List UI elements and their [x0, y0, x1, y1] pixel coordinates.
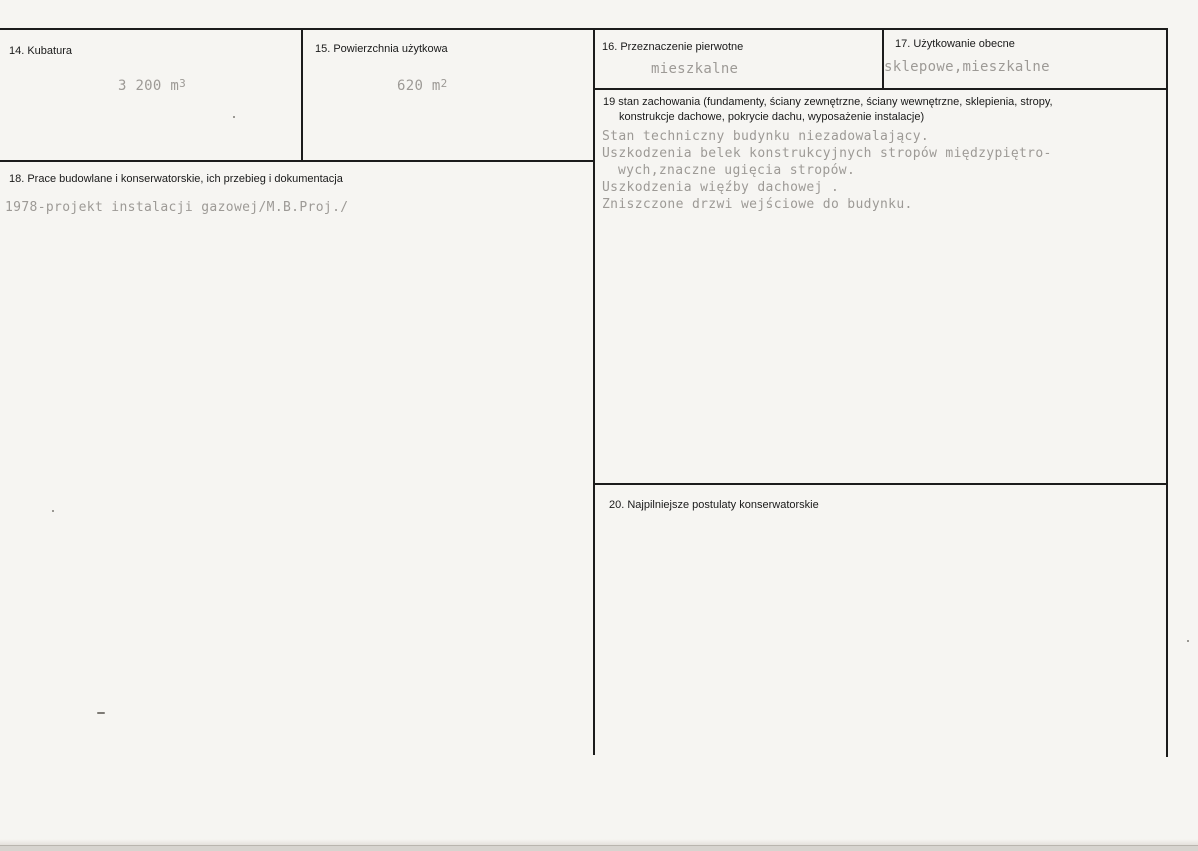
prace-budowlane-text — [5, 199, 348, 216]
uzytkowanie-label: 17. Użytkowanie obecne — [895, 38, 1015, 50]
powierzchnia-number: 620 m — [397, 78, 441, 94]
divider-14-15 — [301, 28, 303, 162]
postulaty-label: 20. Najpilniejsze postulaty konserwatorskie — [609, 499, 819, 511]
paper-speck — [233, 116, 235, 118]
right-border — [1166, 28, 1168, 757]
rule-under-16-17 — [593, 88, 1168, 90]
stan-line: Stan techniczny budynku niezadowalający. — [602, 129, 930, 144]
powierzchnia-label: 15. Powierzchnia użytkowa — [315, 43, 448, 55]
paper-speck — [97, 712, 105, 714]
paper-speck — [52, 510, 54, 512]
stan-line: Zniszczone drzwi wejściowe do budynku. — [602, 197, 913, 212]
paper-speck — [1187, 640, 1189, 642]
stan-line: Uszkodzenia więźby dachowej . — [602, 180, 840, 195]
przeznaczenie-value: mieszkalne — [651, 61, 739, 77]
stan-zachowania-label-line1: 19 stan zachowania (fundamenty, ściany zewnętrzne, ściany wewnętrzne, sklepienia, stropy, — [603, 96, 1053, 108]
przeznaczenie-label: 16. Przeznaczenie pierwotne — [602, 41, 744, 53]
rule-above-20 — [593, 483, 1168, 485]
top-rule — [0, 28, 1168, 30]
kubatura-exponent: 3 — [179, 77, 187, 90]
prace-budowlane-label: 18. Prace budowlane i konserwatorskie, ich przebieg i dokumentacja — [9, 173, 343, 185]
main-center-divider — [593, 28, 595, 755]
rule-under-14-15 — [0, 160, 595, 162]
powierzchnia-value — [397, 78, 448, 94]
stan-zachowania-text — [602, 128, 1052, 213]
stan-line: wych,znaczne ugięcia stropów. — [618, 163, 856, 178]
divider-16-17 — [882, 28, 884, 88]
prace-line: 1978-projekt instalacji gazowej/M.B.Proj./ — [5, 200, 349, 215]
uzytkowanie-value: sklepowe,mieszkalne — [884, 59, 1050, 75]
kubatura-label: 14. Kubatura — [9, 45, 72, 57]
powierzchnia-exponent: 2 — [440, 77, 448, 90]
stan-zachowania-label-line2: konstrukcje dachowe, pokrycie dachu, wyposażenie instalacje) — [619, 111, 925, 123]
kubatura-number: 3 200 m — [118, 78, 180, 94]
stan-line: Uszkodzenia belek konstrukcyjnych stropów międzypiętro- — [602, 146, 1052, 161]
stan-zachowania-label — [603, 95, 1053, 125]
kubatura-value — [118, 78, 186, 94]
